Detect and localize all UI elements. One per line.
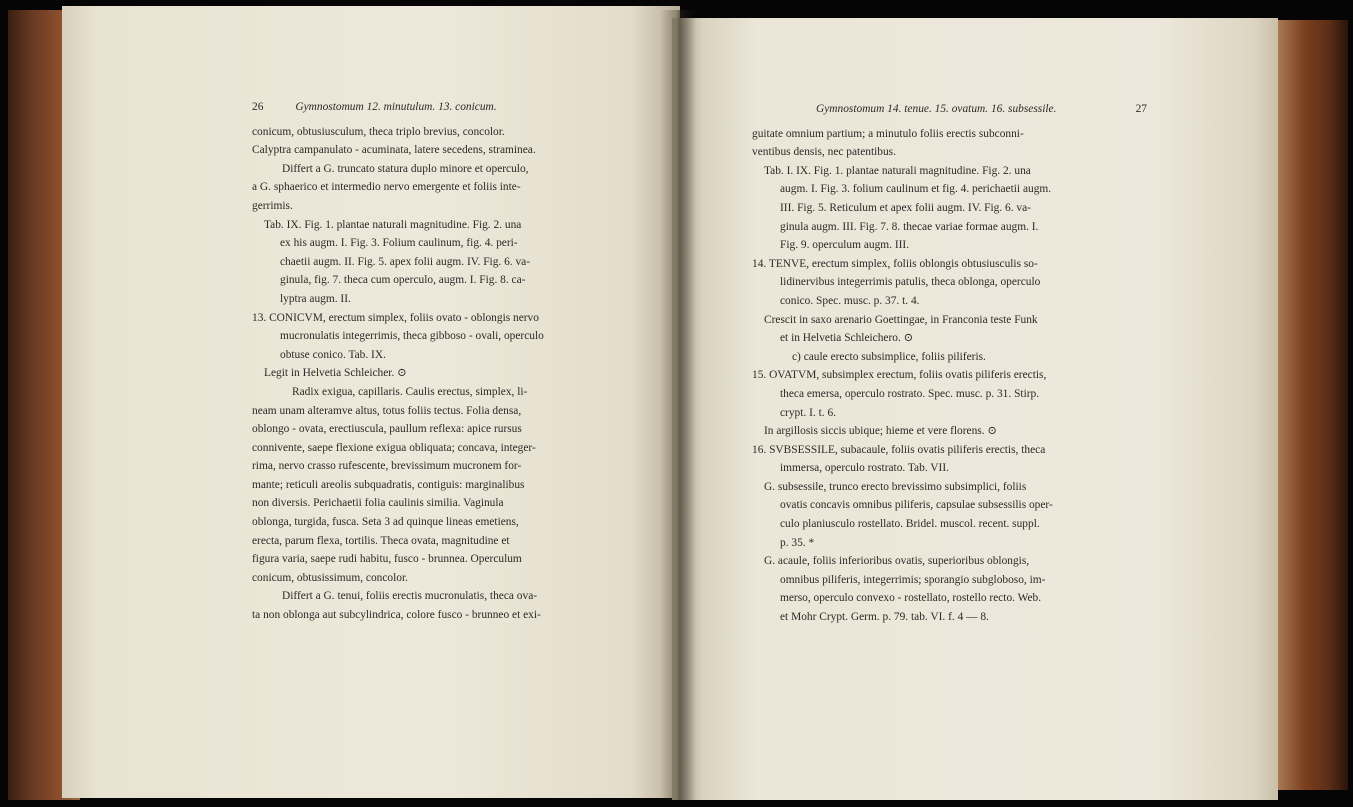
text-line: lyptra augm. II. — [280, 292, 351, 305]
text-line: Radix exigua, capillaris. Caulis erectus, simplex, li- — [292, 385, 528, 398]
text-line: conicum, obtusiusculum, theca triplo brevius, concolor. — [252, 125, 505, 138]
text-line: Tab. I. IX. Fig. 1. plantae naturali magnitudine. Fig. 2. una — [764, 164, 1031, 177]
text-line: erecta, parum flexa, tortilis. Theca ovata, magnitudine et — [252, 534, 510, 547]
text-line: connivente, saepe flexione exigua obliquata; concava, integer- — [252, 441, 536, 454]
text-line: omnibus piliferis, integerrimis; sporangio subgloboso, im- — [780, 573, 1046, 586]
text-line: 16. SVBSESSILE, subacaule, foliis ovatis piliferis erectis, theca — [752, 443, 1046, 456]
text-line: theca emersa, operculo rostrato. Spec. musc. p. 31. Stirp. — [780, 387, 1040, 400]
right-page-text — [752, 100, 1147, 627]
text-line: a G. sphaerico et intermedio nervo emergente et foliis inte- — [252, 181, 521, 194]
left-page-number: 26 — [252, 101, 264, 113]
text-line: ta non oblonga aut subcylindrica, colore fusco - brunneo et exi- — [252, 609, 541, 622]
text-line: G. acaule, foliis inferioribus ovatis, superioribus oblongis, — [764, 555, 1030, 568]
book-gutter — [660, 10, 696, 800]
text-line: Differt a G. tenui, foliis erectis mucronulatis, theca ova- — [282, 590, 538, 603]
text-line: mucronulatis integerrimis, theca gibboso - ovali, operculo — [280, 330, 544, 343]
text-line: merso, operculo convexo - rostellato, rostello recto. Web. — [780, 592, 1042, 605]
text-line: oblonga, turgida, fusca. Seta 3 ad quinque lineas emetiens, — [252, 516, 519, 529]
text-line: immersa, operculo rostrato. Tab. VII. — [780, 462, 949, 475]
text-line: G. subsessile, trunco erecto brevissimo subsimplici, foliis — [764, 480, 1027, 493]
text-line: gerrimis. — [252, 199, 293, 212]
text-line: III. Fig. 5. Reticulum et apex folii augm. IV. Fig. 6. va- — [780, 201, 1031, 214]
text-line: figura varia, saepe rudi habitu, fusco - brunnea. Operculum — [252, 553, 522, 566]
text-line: chaetii augm. II. Fig. 5. apex folii augm. IV. Fig. 6. va- — [280, 255, 531, 268]
right-running-header — [752, 100, 1147, 119]
text-line: 14. TENVE, erectum simplex, foliis oblongis obtusiusculis so- — [752, 257, 1038, 270]
text-line: oblongo - ovata, erectiuscula, paullum reflexa: apice rursus — [252, 423, 522, 436]
text-line: Calyptra campanulato - acuminata, latere secedens, straminea. — [252, 144, 536, 157]
text-line: conico. Spec. musc. p. 37. t. 4. — [780, 294, 920, 307]
text-line: mante; reticuli areolis subquadratis, contiguis: marginalibus — [252, 478, 525, 491]
text-line: crypt. I. t. 6. — [780, 406, 836, 419]
text-line: 13. CONICVM, erectum simplex, foliis ovato - oblongis nervo — [252, 311, 539, 324]
right-cover-edge — [1270, 20, 1348, 790]
text-line: augm. I. Fig. 3. folium caulinum et fig. 4. perichaetii augm. — [780, 183, 1052, 196]
left-running-head: Gymnostomum 12. minutulum. 13. conicum. — [295, 101, 497, 113]
text-line: Fig. 9. operculum augm. III. — [780, 239, 910, 252]
text-line: Crescit in saxo arenario Goettingae, in Franconia teste Funk — [764, 313, 1038, 326]
text-line: et Mohr Crypt. Germ. p. 79. tab. VI. f. 4 — 8. — [780, 611, 989, 624]
text-line: rima, nervo crasso rufescente, brevissimum mucronem for- — [252, 460, 522, 473]
text-line: c) caule erecto subsimplice, foliis piliferis. — [792, 350, 986, 363]
text-line: guitate omnium partium; a minutulo foliis erectis subconni- — [752, 127, 1024, 140]
left-page-text — [252, 98, 647, 625]
right-running-head: Gymnostomum 14. tenue. 15. ovatum. 16. subsessile. — [816, 103, 1057, 115]
text-line: lidinervibus integerrimis patulis, theca oblonga, operculo — [780, 276, 1041, 289]
text-line: Tab. IX. Fig. 1. plantae naturali magnitudine. Fig. 2. una — [264, 218, 522, 231]
text-line: ginula, fig. 7. theca cum operculo, augm. I. Fig. 8. ca- — [280, 274, 526, 287]
text-line: neam unam alteramve altus, totus foliis tectus. Folia densa, — [252, 404, 522, 417]
text-line: ovatis concavis omnibus piliferis, capsulae subsessilis oper- — [780, 499, 1053, 512]
text-line: non diversis. Perichaetii folia caulinis similia. Vaginula — [252, 497, 504, 510]
text-line: Legit in Helvetia Schleicher. ⊙ — [264, 367, 407, 380]
text-line: p. 35. * — [780, 536, 815, 549]
text-line: conicum, obtusissimum, concolor. — [252, 571, 408, 584]
text-line: obtuse conico. Tab. IX. — [280, 348, 386, 361]
left-running-header — [252, 98, 647, 117]
text-line: ventibus densis, nec patentibus. — [752, 146, 896, 159]
text-line: ex his augm. I. Fig. 3. Folium caulinum, fig. 4. peri- — [280, 237, 518, 250]
text-line: culo planiusculo rostellato. Bridel. muscol. recent. suppl. — [780, 518, 1040, 531]
right-page-number: 27 — [1135, 103, 1147, 115]
text-line: In argillosis siccis ubique; hieme et vere florens. ⊙ — [764, 425, 997, 438]
text-line: ginula augm. III. Fig. 7. 8. thecae variae formae augm. I. — [780, 220, 1039, 233]
text-line: 15. OVATVM, subsimplex erectum, foliis ovatis piliferis erectis, — [752, 369, 1047, 382]
text-line: Differt a G. truncato statura duplo minore et operculo, — [282, 162, 529, 175]
text-line: et in Helvetia Schleichero. ⊙ — [780, 332, 914, 345]
